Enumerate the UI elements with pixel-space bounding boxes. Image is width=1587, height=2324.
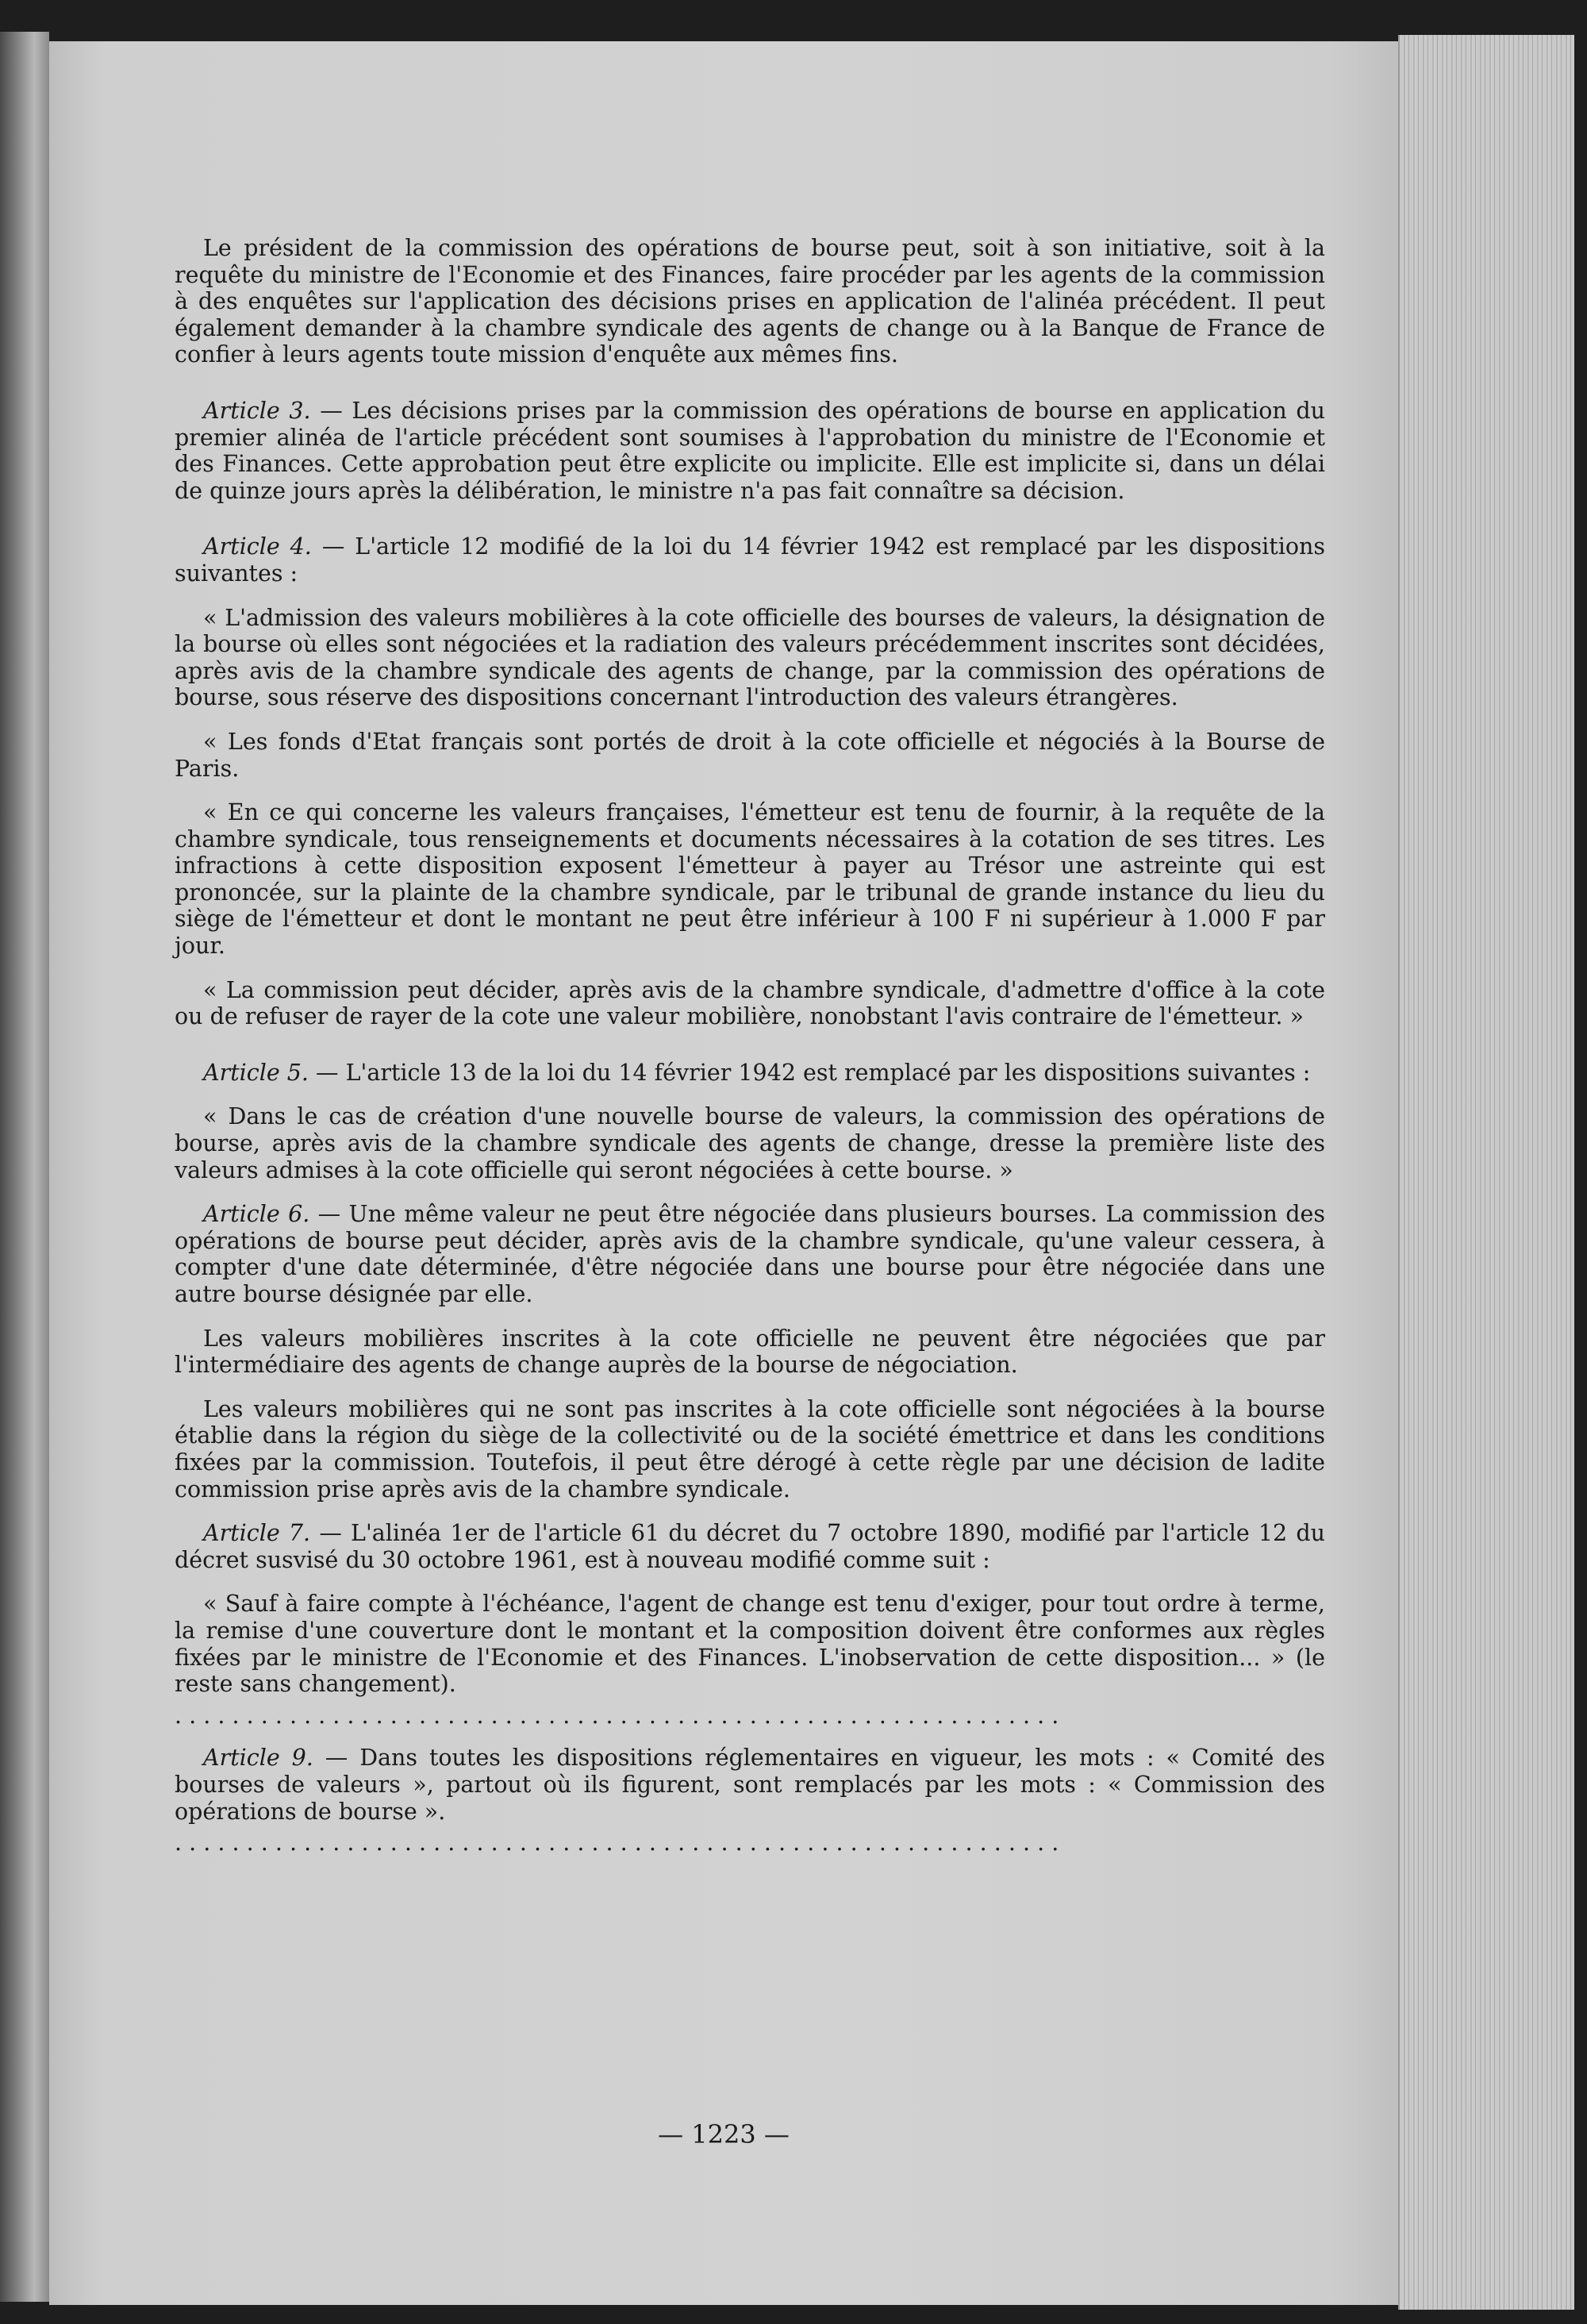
paragraph-1: Le président de la commission des opérations de bourse peut, soit à son initiative, soit à la requête du ministre de l'Economie et des Finances, faire procéder par les agents de la commission à des enquêtes sur l'application des décisions prises en application de l'alinéa précédent. Il peut également demander à la chambre syndicale des agents de change ou à la Banque de France de confier à leurs agents toute mission d'enquête aux mêmes fins.: [175, 235, 1325, 368]
article-9: Article 9. — Dans toutes les dispositions réglementaires en vigueur, les mots : « Comité des bourses de valeurs », partout où ils figurent, sont remplacés par les mots : « Commission des opérations de bourse ».: [175, 1745, 1325, 1825]
facing-page-edge: [0, 32, 49, 2302]
article-5: Article 5. — L'article 13 de la loi du 14 février 1942 est remplacé par les dispositions suivantes :: [203, 1059, 1311, 1086]
article-label: Article 3.: [203, 397, 311, 424]
document-page: [49, 41, 1398, 2305]
paragraph-quote-2: « Les fonds d'Etat français sont portés de droit à la cote officielle et négociés à la Bourse de Paris.: [175, 728, 1325, 782]
dot-leader: . . . . . . . . . . . . . . . . . . . . . . . . . . . . . . . . . . . . . . . . . . . . . . . . . . . . . . . . . . . . . .: [175, 1702, 1059, 1729]
article-6: Article 6. — Une même valeur ne peut être négociée dans plusieurs bourses. La commission des opérations de bourse peut décider, après avis de la chambre syndicale, qu'une valeur cessera, à compter d'une date déterminée, d'être négociée dans une bourse pour être négociée dans une autre bourse désignée par elle.: [175, 1201, 1326, 1307]
article-label: Article 7.: [203, 1520, 311, 1547]
body-text: [175, 235, 1325, 1872]
paragraph-quote-5: « Dans le cas de création d'une nouvelle bourse de valeurs, la commission des opérations de bourse, après avis de la chambre syndicale des agents de change, dresse la première liste des valeurs admises à la cote officielle qui seront négociées à cette bourse. »: [175, 1103, 1325, 1183]
article-7: Article 7. — L'alinéa 1er de l'article 61 du décret du 7 octobre 1890, modifié par l'article 12 du décret susvisé du 30 octobre 1961, est à nouveau modifié comme suit :: [175, 1520, 1325, 1573]
article-label: Article 6.: [203, 1201, 310, 1228]
paragraph-quote-6: « Sauf à faire compte à l'échéance, l'agent de change est tenu d'exiger, pour tout ordre à terme, la remise d'une couverture dont le montant et la composition doivent être conformes aux règles fixées par le ministre de l'Economie et des Finances. L'inobservation de cette disposition... » (le reste sans changement).: [175, 1591, 1325, 1698]
article-label: Article 9.: [203, 1745, 313, 1772]
page-stack-edge: [1398, 35, 1574, 2310]
paragraph-6b: Les valeurs mobilières inscrites à la cote officielle ne peuvent être négociées que par l'intermédiaire des agents de change auprès de la bourse de négociation.: [175, 1325, 1325, 1379]
article-3: Article 3. — Les décisions prises par la commission des opérations de bourse en application du premier alinéa de l'article précédent sont soumises à l'approbation du ministre de l'Economie et des Finances. Cette approbation peut être explicite ou implicite. Elle est implicite si, dans un délai de quinze jours après la délibération, le ministre n'a pas fait connaître sa décision.: [175, 397, 1326, 504]
article-label: Article 5.: [203, 1059, 309, 1086]
paragraph-quote-1: « L'admission des valeurs mobilières à la cote officielle des bourses de valeurs, la désignation de la bourse où elles sont négociées et la radiation des valeurs précédemment inscrites sont décidées, après avis de la chambre syndicale des agents de change, par la commission des opérations de bourse, sous réserve des dispositions concernant l'introduction des valeurs étrangères.: [175, 604, 1325, 711]
paragraph-6c: Les valeurs mobilières qui ne sont pas inscrites à la cote officielle sont négociées à la bourse établie dans la région du siège de la collectivité ou de la société émettrice et dans les conditions fixées par la commission. Toutefois, il peut être dérogé à cette règle par une décision de ladite commission prise après avis de la chambre syndicale.: [175, 1395, 1325, 1503]
page-number: — 1223 —: [658, 2119, 790, 2149]
article-label: Article 4.: [203, 533, 312, 560]
dot-leader: . . . . . . . . . . . . . . . . . . . . . . . . . . . . . . . . . . . . . . . . . . . . . . . . . . . . . . . . . . . . . .: [175, 1830, 1059, 1857]
paragraph-quote-4: « La commission peut décider, après avis de la chambre syndicale, d'admettre d'office à la cote ou de refuser de rayer de la cote une valeur mobilière, nonobstant l'avis contraire de l'émetteur. »: [175, 976, 1325, 1030]
article-4: Article 4. — L'article 12 modifié de la loi du 14 février 1942 est remplacé par les dispositions suivantes :: [175, 533, 1326, 587]
paragraph-quote-3: « En ce qui concerne les valeurs françaises, l'émetteur est tenu de fournir, à la requête de la chambre syndicale, tous renseignements et documents nécessaires à la cotation de ses titres. Les infractions à cette disposition exposent l'émetteur à payer au Trésor une astreinte qui est prononcée, sur la plainte de la chambre syndicale, par le tribunal de grande instance du lieu du siège de l'émetteur et dont le montant ne peut être inférieur à 100 F ni supérieur à 1.000 F par jour.: [175, 799, 1325, 960]
